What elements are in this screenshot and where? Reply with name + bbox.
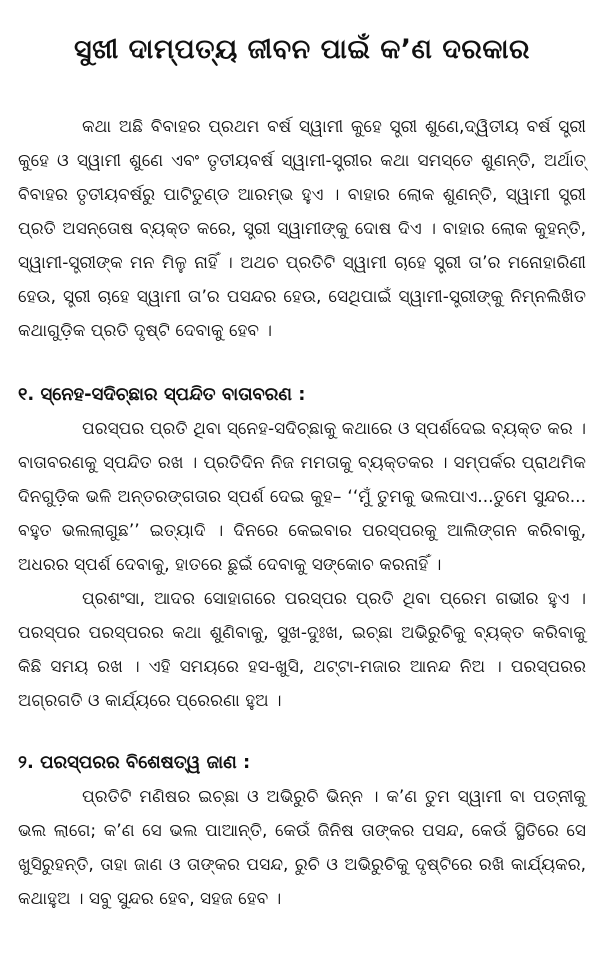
- section-2-paragraph-1: ପ୍ରତିଟି ମଣିଷର ଇଚ୍ଛା ଓ ଅଭିରୁଚି ଭିନ୍ନ । କ’ଣ ତୁମ ସ୍ୱାମୀ ବା ପତ୍ନୀକୁ ଭଲ ଲାଗେ; କ’ଣ ସେ ଭଲ ପାଆନ୍ତି, କେଉଁ ଜିନିଷ ତାଙ୍କର ପସନ୍ଦ, କେଉଁ ସ୍ଥିତିରେ ସେ ଖୁସିରୁହନ୍ତି, ତାହା ଜାଣ ଓ ତାଙ୍କର ପସନ୍ଦ, ରୁଚି ଓ ଅଭିରୁଚିକୁ ଦୃଷ୍ଟିରେ ରଖି କାର୍ଯ୍ୟକର, କଥାହୁଅ । ସବୁ ସୁନ୍ଦର ହେବ, ସହଜ ହେବ ।: [18, 787, 586, 909]
- section-1-paragraph-1: ପରସ୍ପର ପ୍ରତି ଥିବା ସ୍ନେହ-ସଦିଚ୍ଛାକୁ କଥାରେ ଓ ସ୍ପର୍ଶଦେଇ ବ୍ୟକ୍ତ କର । ବାତାବରଣକୁ ସ୍ପନ୍ଦିତ ରଖ । ପ୍ରତିଦିନ ନିଜ ମମତାକୁ ବ୍ୟକ୍ତକର । ସମ୍ପର୍କର ପ୍ରାଥମିକ ଦିନଗୁଡ଼ିକ ଭଳି ଅନ୍ତରଙ୍ଗତାର ସ୍ପର୍ଶ ଦେଇ କୁହ– ‘‘ମୁଁ ତୁମକୁ ଭଲପାଏ...ତୁମେ ସୁନ୍ଦର... ବହୁତ ଭଲଲାଗୁଛ’’ ଇତ୍ୟାଦି । ଦିନରେ କେଇବାର ପରସ୍ପରକୁ ଆଲିଙ୍ଗନ କରିବାକୁ, ଅଧରର ସ୍ପର୍ଶ ଦେବାକୁ, ହାତରେ ଛୁଇଁ ଦେବାକୁ ସଙ୍କୋଚ କରନାହିଁ ।: [18, 419, 586, 575]
- intro-paragraph: କଥା ଅଛି ବିବାହର ପ୍ରଥମ ବର୍ଷ ସ୍ୱାମୀ କୁହେ ସ୍ତ୍ରୀ ଶୁଣେ,ଦ୍ୱିତୀୟ ବର୍ଷ ସ୍ତ୍ରୀ କୁହେ ଓ ସ୍ୱାମୀ ଶୁଣେ ଏବଂ ତୃତୀୟବର୍ଷ ସ୍ୱାମୀ-ସ୍ତ୍ରୀର କଥା ସମସ୍ତେ ଶୁଣନ୍ତି, ଅର୍ଥାତ୍ ବିବାହର ତୃତୀୟବର୍ଷରୁ ପାଟିତୁଣ୍ଡ ଆରମ୍ଭ ହୁଏ । ବାହାର ଲୋକ ଶୁଣନ୍ତି, ସ୍ୱାମୀ ସ୍ତ୍ରୀ ପ୍ରତି ଅସନ୍ତୋଷ ବ୍ୟକ୍ତ କରେ, ସ୍ତ୍ରୀ ସ୍ୱାମୀଙ୍କୁ ଦୋଷ ଦିଏ । ବାହାର ଲୋକ କୁହନ୍ତି, ସ୍ୱାମୀ-ସ୍ତ୍ରୀଙ୍କ ମନ ମିଳୁ ନାହିଁ । ଅଥଚ ପ୍ରତିଟି ସ୍ୱାମୀ ଚାହେ ସ୍ତ୍ରୀ ତା’ର ମନୋହାରିଣୀ ହେଉ, ସ୍ତ୍ରୀ ଚାହେ ସ୍ୱାମୀ ତା’ର ପସନ୍ଦର ହେଉ, ସେଥିପାଇଁ ସ୍ୱାମୀ-ସ୍ତ୍ରୀଙ୍କୁ ନିମ୍ନଲିଖିତ କଥାଗୁଡ଼ିକ ପ୍ରତି ଦୃଷ୍ଟି ଦେବାକୁ ହେବ ।: [18, 117, 586, 341]
- section-1-heading: ୧. ସ୍ନେହ-ସଦିଚ୍ଛାର ସ୍ପନ୍ଦିତ ବାତାବରଣ :: [18, 384, 306, 405]
- spacer: [18, 348, 586, 378]
- section-1-paragraph-2: ପ୍ରଶଂସା, ଆଦର ସୋହାଗରେ ପରସ୍ପର ପ୍ରତି ଥିବା ପ୍ରେମ ଗଭୀର ହୁଏ । ପରସ୍ପର ପରସ୍ପରର କଥା ଶୁଣିବାକୁ, ସୁଖ-ଦୁଃଖ, ଇଚ୍ଛା ଅଭିରୁଚିକୁ ବ୍ୟକ୍ତ କରିବାକୁ କିଛି ସମୟ ରଖ । ଏହି ସମୟରେ ହସ-ଖୁସି, ଥଟ୍ଟା-ମଜାର ଆନନ୍ଦ ନିଅ । ପରସ୍ପରର ଅଗ୍ରଗତି ଓ କାର୍ଯ୍ୟରେ ପ୍ରେରଣା ହୁଅ ।: [18, 589, 586, 711]
- article-title: ସୁଖୀ ଦାମ୍ପତ୍ୟ ଜୀବନ ପାଇଁ କ’ଣ ଦରକାର: [74, 34, 530, 65]
- spacer: [18, 718, 586, 746]
- section-2-heading: ୨. ପରସ୍ପରର ବିଶେଷତ୍ୱ ଜାଣ :: [18, 752, 251, 773]
